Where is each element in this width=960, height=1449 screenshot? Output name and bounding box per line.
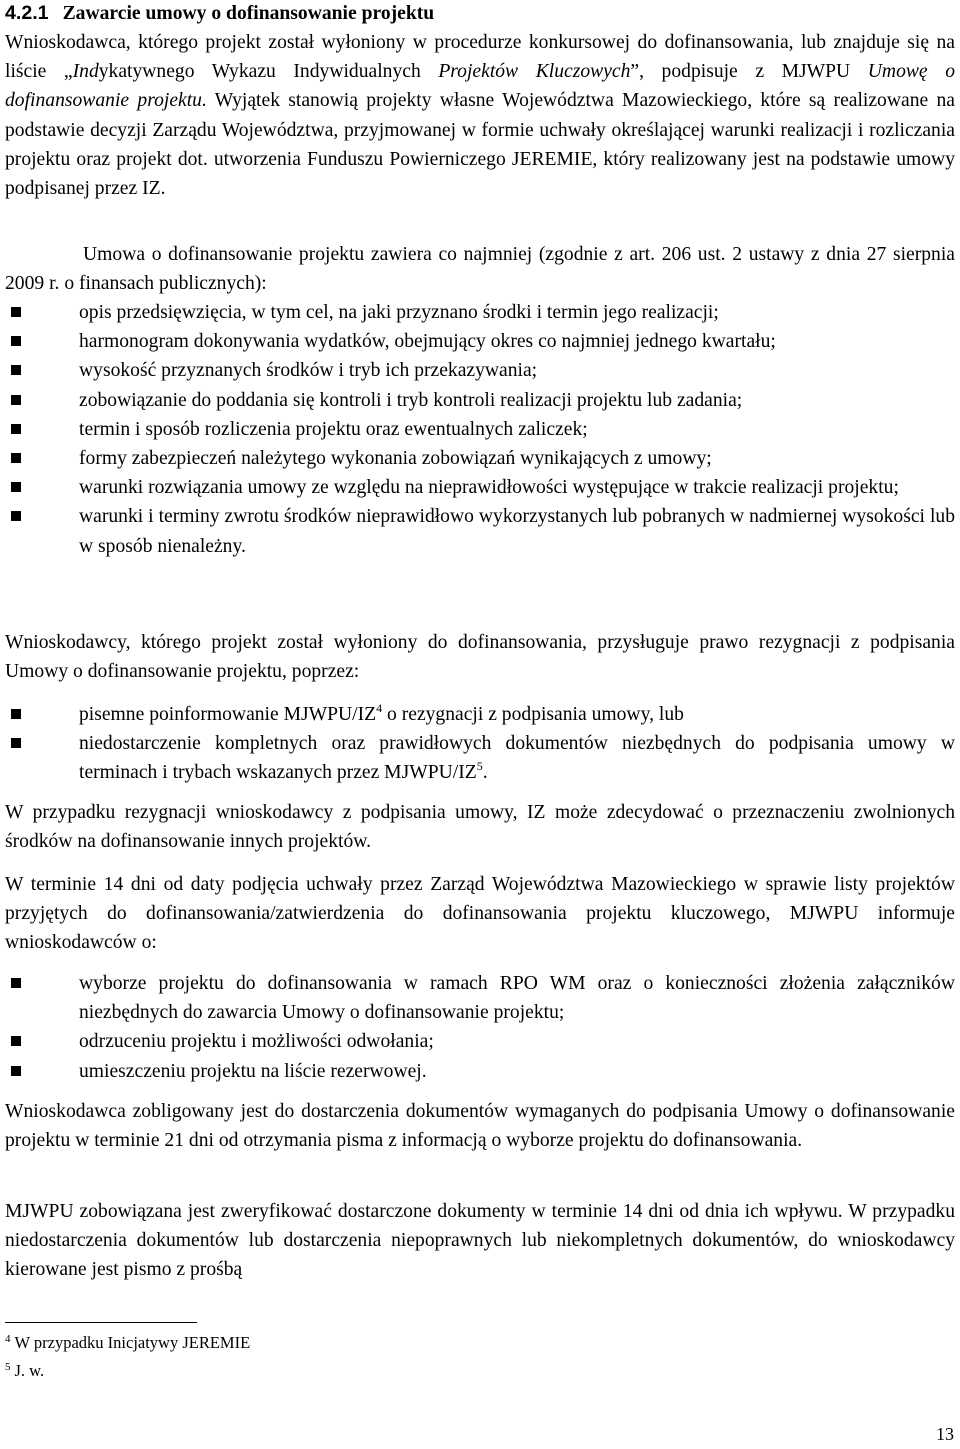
p1-text-c: ykatywnego Wykazu Indywidualnych: [98, 61, 439, 83]
list-item-text: formy zabezpieczeń należytego wykonania zobowiązań wynikających z umowy;: [79, 448, 712, 470]
footnote-divider: [5, 1322, 197, 1323]
list-item-text: opis przedsięwzięcia, w tym cel, na jaki przyznano środki i termin jego realizacji;: [79, 302, 719, 323]
p1-text-e: ”, podpisuje z MJWPU: [630, 61, 868, 83]
section-number: 4.2.1: [5, 2, 49, 24]
list-item: [5, 1027, 955, 1056]
p5-text: W terminie 14 dni od daty podjęcia uchwały przez Zarząd Województwa Mazowieckiego w sprawie listy projektów przyjętych do dofinansowania/zatwierdzenia do dofinansowania projektu kluczowego, MJWPU informuje wnioskodawców o:: [5, 874, 955, 954]
p6-text: Wnioskodawca zobligowany jest do dostarczenia dokumentów wymaganych do podpisania Umowy o dofinansowanie projektu w terminie 21 dni od otrzymania pisma z informacją o wyborze projektu do dofinansowania.: [5, 1101, 955, 1152]
footnote-text: J. w.: [14, 1361, 45, 1380]
bullet-icon: [11, 1036, 21, 1046]
bullet-icon: [11, 453, 21, 463]
footnote-ref: 5: [476, 759, 483, 774]
bullet-icon: [11, 738, 21, 748]
list-item: [5, 386, 955, 415]
p7-text: MJWPU zobowiązana jest zweryfikować dostarczone dokumenty w terminie 14 dni od dnia ich wpływu. W przypadku niedostarczenia dokumentów lub dostarczenia niepoprawnych lub niekompletnych dokumentów, do wnioskodawcy kierowane jest pismo z prośbą: [5, 1201, 955, 1281]
bullet-icon: [11, 709, 21, 719]
footnotes: [5, 1327, 250, 1383]
list-item: [5, 415, 955, 444]
p3-text: Wnioskodawcy, którego projekt został wyłoniony do dofinansowania, przysługuje prawo rezygnacji z podpisania Umowy o dofinansowanie projektu, poprzez:: [5, 632, 955, 683]
list-item-text: niedostarczenie kompletnych oraz prawidłowych dokumentów niezbędnych do podpisania umowy w terminach i trybach wskazanych przez MJWPU/IZ: [79, 733, 955, 784]
list-item-text: umieszczeniu projektu na liście rezerwowej.: [79, 1060, 427, 1082]
list-item: [5, 327, 955, 356]
list-item-text: wyborze projektu do dofinansowania w ramach RPO WM oraz o konieczności złożenia załączników niezbędnych do zawarcia Umowy o dofinansowanie projektu;: [79, 973, 955, 1024]
bullet-icon: [11, 336, 21, 346]
paragraph-documents-deadline: [5, 1097, 955, 1155]
paragraph-notification: [5, 870, 955, 958]
list-item: [5, 356, 955, 385]
footnote-ref: 4: [376, 701, 383, 715]
contract-contents-list: [5, 298, 955, 561]
footnote-text: W przypadku Inicjatywy JEREMIE: [14, 1333, 251, 1352]
page-number: 13: [936, 1424, 954, 1444]
list-item-text: termin i sposób rozliczenia projektu oraz ewentualnych zaliczek;: [79, 418, 588, 440]
footnote-mark: 4: [5, 1333, 11, 1345]
list-item-text: .: [482, 762, 488, 784]
list-item: [5, 473, 955, 502]
resignation-list: [5, 700, 955, 788]
section-heading: [5, 0, 434, 28]
list-item: [5, 502, 955, 560]
bullet-icon: [11, 482, 21, 492]
p1-text-d: Projektów Kluczowych: [438, 61, 631, 83]
list-item: [5, 729, 955, 787]
bullet-icon: [11, 1066, 21, 1076]
list-item: [5, 298, 955, 327]
bullet-icon: [11, 307, 21, 317]
paragraph-reallocation: [5, 798, 955, 856]
list-item-text: harmonogram dokonywania wydatków, obejmujący okres co najmniej jednego kwartału;: [79, 331, 776, 353]
list-item: [5, 444, 955, 473]
list-item-text: warunki rozwiązania umowy ze względu na nieprawidłowości występujące w trakcie realizacji projektu;: [79, 477, 899, 499]
p1-text-f: Umowę o dofinansowanie projektu.: [5, 61, 955, 112]
list-item: [5, 969, 955, 1027]
paragraph-intro: [5, 28, 955, 203]
list-item-text: warunki i terminy zwrotu środków nieprawidłowo wykorzystanych lub pobranych w nadmiernej wysokości lub w sposób nienależny.: [79, 506, 955, 557]
list-item: [5, 1057, 955, 1086]
section-title: Zawarcie umowy o dofinansowanie projektu: [62, 3, 435, 24]
list-item-text: odrzuceniu projektu i możliwości odwołania;: [79, 1031, 434, 1053]
p1-text-a: Wnioskodawca, którego projekt został wyłoniony w procedurze konkursowej do dofinansowania, lub znajduje się na liście „: [5, 32, 955, 83]
list-item: [5, 700, 955, 729]
paragraph-resignation: [5, 628, 955, 686]
list-item-text: pisemne poinformowanie MJWPU/IZ: [79, 704, 377, 725]
p1-text-b: Ind: [72, 61, 99, 83]
p4-text: W przypadku rezygnacji wnioskodawcy z podpisania umowy, IZ może zdecydować o przeznaczeniu zwolnionych środków na dofinansowanie innych projektów.: [5, 802, 955, 853]
p1-text-g: Wyjątek stanowią projekty własne Województwa Mazowieckiego, które są realizowane na podstawie decyzji Zarządu Województwa, przyjmowanej w formie uchwały określającej warunki realizacji i rozliczania projektu oraz projekt dot. utworzenia Funduszu Powierniczego JEREMIE, który realizowany jest na podstawie umowy podpisanej przez IZ.: [5, 90, 955, 200]
bullet-icon: [11, 365, 21, 375]
footnote: [5, 1327, 250, 1355]
notification-list: [5, 969, 955, 1086]
bullet-icon: [11, 395, 21, 405]
bullet-icon: [11, 978, 21, 988]
footnote: [5, 1355, 250, 1383]
bullet-icon: [11, 424, 21, 434]
list-item-text: o rezygnacji z podpisania umowy, lub: [382, 704, 684, 725]
bullet-icon: [11, 511, 21, 521]
list-item-text: zobowiązanie do poddania się kontroli i tryb kontroli realizacji projektu lub zadania;: [79, 389, 743, 411]
paragraph-verification: [5, 1197, 955, 1285]
list-item-text: wysokość przyznanych środków i tryb ich przekazywania;: [79, 360, 538, 382]
paragraph-contract-contents: [5, 240, 955, 298]
footnote-mark: 5: [5, 1361, 11, 1373]
p2-text: Umowa o dofinansowanie projektu zawiera co najmniej (zgodnie z art. 206 ust. 2 ustawy z dnia 27 sierpnia 2009 r. o finansach publicznych):: [5, 244, 955, 295]
